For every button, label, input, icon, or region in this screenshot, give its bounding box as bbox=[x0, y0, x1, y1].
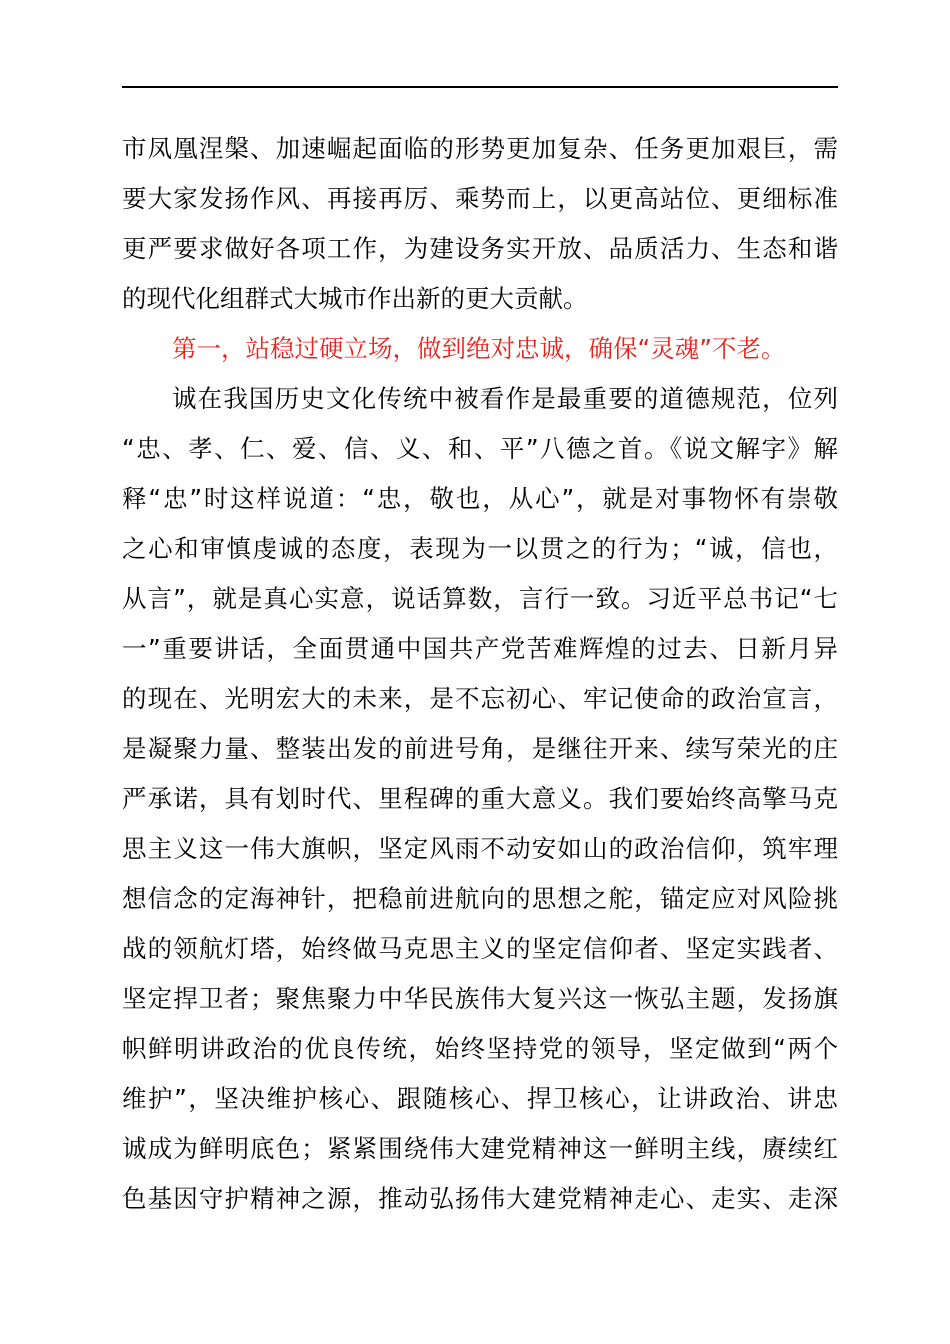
text-line: 更严要求做好各项工作，为建设务实开放、品质活力、生态和谐 bbox=[122, 234, 838, 263]
text-line: 是凝聚力量、整装出发的前进号角，是继往开来、续写荣光的庄 bbox=[122, 734, 838, 763]
text-line: 想信念的定海神针，把稳前进航向的思想之舵，锚定应对风险挑 bbox=[122, 884, 838, 913]
text-line: 要大家发扬作风、再接再厉、乘势而上，以更高站位、更细标准 bbox=[122, 184, 838, 213]
paragraph-loyalty bbox=[122, 374, 838, 1224]
text-line: 严承诺，具有划时代、里程碑的重大意义。我们要始终高擎马克 bbox=[122, 784, 838, 813]
section-heading: 第一，站稳过硬立场，做到绝对忠诚，确保“灵魂”不老。 bbox=[172, 334, 786, 363]
text-line: 一”重要讲话，全面贯通中国共产党苦难辉煌的过去、日新月异 bbox=[122, 634, 838, 663]
document-body bbox=[122, 124, 838, 1224]
paragraph-intro bbox=[122, 124, 838, 324]
text-line: 市凤凰涅槃、加速崛起面临的形势更加复杂、任务更加艰巨，需 bbox=[122, 134, 838, 163]
text-line: 战的领航灯塔，始终做马克思主义的坚定信仰者、坚定实践者、 bbox=[122, 934, 838, 963]
header-rule bbox=[122, 86, 838, 88]
text-line: 维护”，坚决维护核心、跟随核心、捍卫核心，让讲政治、讲忠 bbox=[122, 1084, 838, 1113]
text-line: 之心和审慎虔诚的态度，表现为一以贯之的行为；“诚，信也， bbox=[122, 534, 838, 563]
text-line: 坚定捍卫者；聚焦聚力中华民族伟大复兴这一恢弘主题，发扬旗 bbox=[122, 984, 838, 1013]
text-line: 释“忠”时这样说道：“忠，敬也，从心”，就是对事物怀有崇敬 bbox=[122, 484, 838, 513]
text-line: “忠、孝、仁、爱、信、义、和、平”八德之首。《说文解字》解 bbox=[122, 434, 838, 463]
text-line: 的现在、光明宏大的未来，是不忘初心、牢记使命的政治宣言， bbox=[122, 684, 838, 713]
text-line: 从言”，就是真心实意，说话算数，言行一致。习近平总书记“七 bbox=[122, 584, 838, 613]
text-line: 诚成为鲜明底色；紧紧围绕伟大建党精神这一鲜明主线，赓续红 bbox=[122, 1134, 838, 1163]
text-line: 的现代化组群式大城市作出新的更大贡献。 bbox=[122, 284, 588, 313]
text-line: 诚在我国历史文化传统中被看作是最重要的道德规范，位列 bbox=[172, 384, 838, 413]
text-line: 帜鲜明讲政治的优良传统，始终坚持党的领导，坚定做到“两个 bbox=[122, 1034, 838, 1063]
text-line: 思主义这一伟大旗帜，坚定风雨不动安如山的政治信仰，筑牢理 bbox=[122, 834, 838, 863]
text-line: 色基因守护精神之源，推动弘扬伟大建党精神走心、走实、走深 bbox=[122, 1184, 838, 1213]
